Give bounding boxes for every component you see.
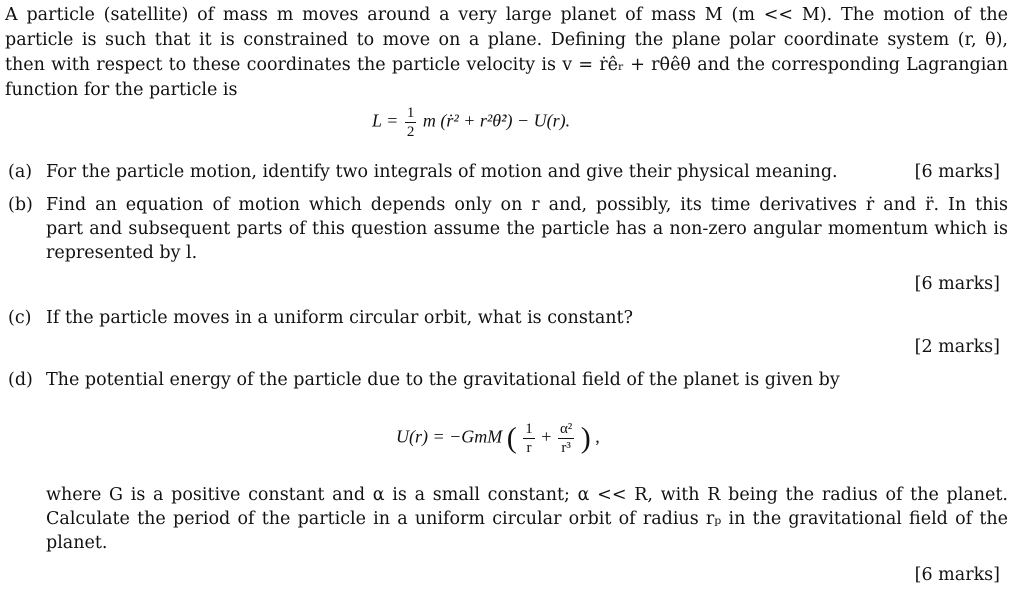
part-d-row-1: The potential energy of the particle due to the gravitational field of the planet is given by — [46, 370, 840, 390]
part-c-label: (c) — [8, 308, 32, 328]
right-paren: ) — [580, 421, 591, 455]
part-b-marks: [6 marks] — [914, 274, 1000, 294]
part-a-label: (a) — [8, 162, 33, 182]
half-numerator: 1 — [406, 105, 415, 121]
lagrangian-equation — [372, 104, 570, 141]
part-a-marks: [6 marks] — [914, 162, 1000, 182]
one-over-r-fraction — [523, 420, 535, 457]
part-b-row-1: Find an equation of motion which depends only on r and, possibly, its time derivatives ṙ and r̈. In this — [46, 195, 1008, 215]
part-d-after-row-1: where G is a positive constant and α is a small constant; α << R, with R being the radius of the planet. — [46, 485, 1008, 505]
f2-numerator: α² — [559, 421, 573, 437]
part-b-text — [46, 193, 1008, 265]
half-fraction — [405, 104, 417, 141]
lagrangian-lhs: L = — [372, 110, 399, 131]
intro-line-3: then with respect to these coordinates the particle velocity is v = ṙêᵣ + rθ̇êθ and the corresponding Lagrangian — [5, 55, 1008, 75]
part-b-row-2: part and subsequent parts of this question assume the particle has a non-zero angular momentum which is — [46, 219, 1008, 239]
f2-denominator: r³ — [561, 440, 571, 456]
alpha-fraction — [558, 420, 574, 457]
intro-line-4: function for the particle is — [5, 80, 238, 100]
left-paren: ( — [506, 421, 517, 455]
part-d — [8, 368, 1008, 588]
part-a-text — [46, 160, 1008, 184]
plus-sign: + — [541, 426, 552, 447]
part-c-row-1: If the particle moves in a uniform circular orbit, what is constant? — [46, 308, 633, 328]
part-b — [8, 193, 1008, 293]
f1-numerator: 1 — [525, 421, 533, 437]
part-d-after-row-2: Calculate the period of the particle in a uniform circular orbit of radius rₚ in the gravitational field of the — [46, 509, 1008, 529]
part-b-row-3: represented by l. — [46, 243, 198, 263]
part-c — [8, 306, 1008, 356]
part-a — [8, 160, 1008, 190]
part-d-marks: [6 marks] — [914, 565, 1000, 585]
half-denominator: 2 — [406, 124, 415, 140]
part-d-text-after — [46, 483, 1008, 555]
intro-line-1: A particle (satellite) of mass m moves around a very large planet of mass M (m << M). The motion of the — [5, 5, 1008, 25]
potential-lhs: U(r) = −GmM — [396, 426, 503, 447]
intro-line-2: particle is such that it is constrained to move on a plane. Defining the plane polar coordinate system (r, θ), — [5, 30, 1008, 50]
part-c-marks: [2 marks] — [914, 337, 1000, 357]
part-a-row-1: For the particle motion, identify two integrals of motion and give their physical meaning. — [46, 162, 838, 182]
part-b-label: (b) — [8, 195, 33, 215]
part-d-label: (d) — [8, 370, 33, 390]
part-d-text — [46, 368, 1008, 392]
potential-equation — [396, 420, 600, 457]
lagrangian-body: m (ṙ² + r²θ̇²) − U(r). — [422, 110, 571, 131]
f1-denominator: r — [526, 440, 532, 456]
part-c-text — [46, 306, 1008, 330]
equation-comma: , — [595, 426, 600, 447]
part-d-after-row-3: planet. — [46, 533, 108, 553]
